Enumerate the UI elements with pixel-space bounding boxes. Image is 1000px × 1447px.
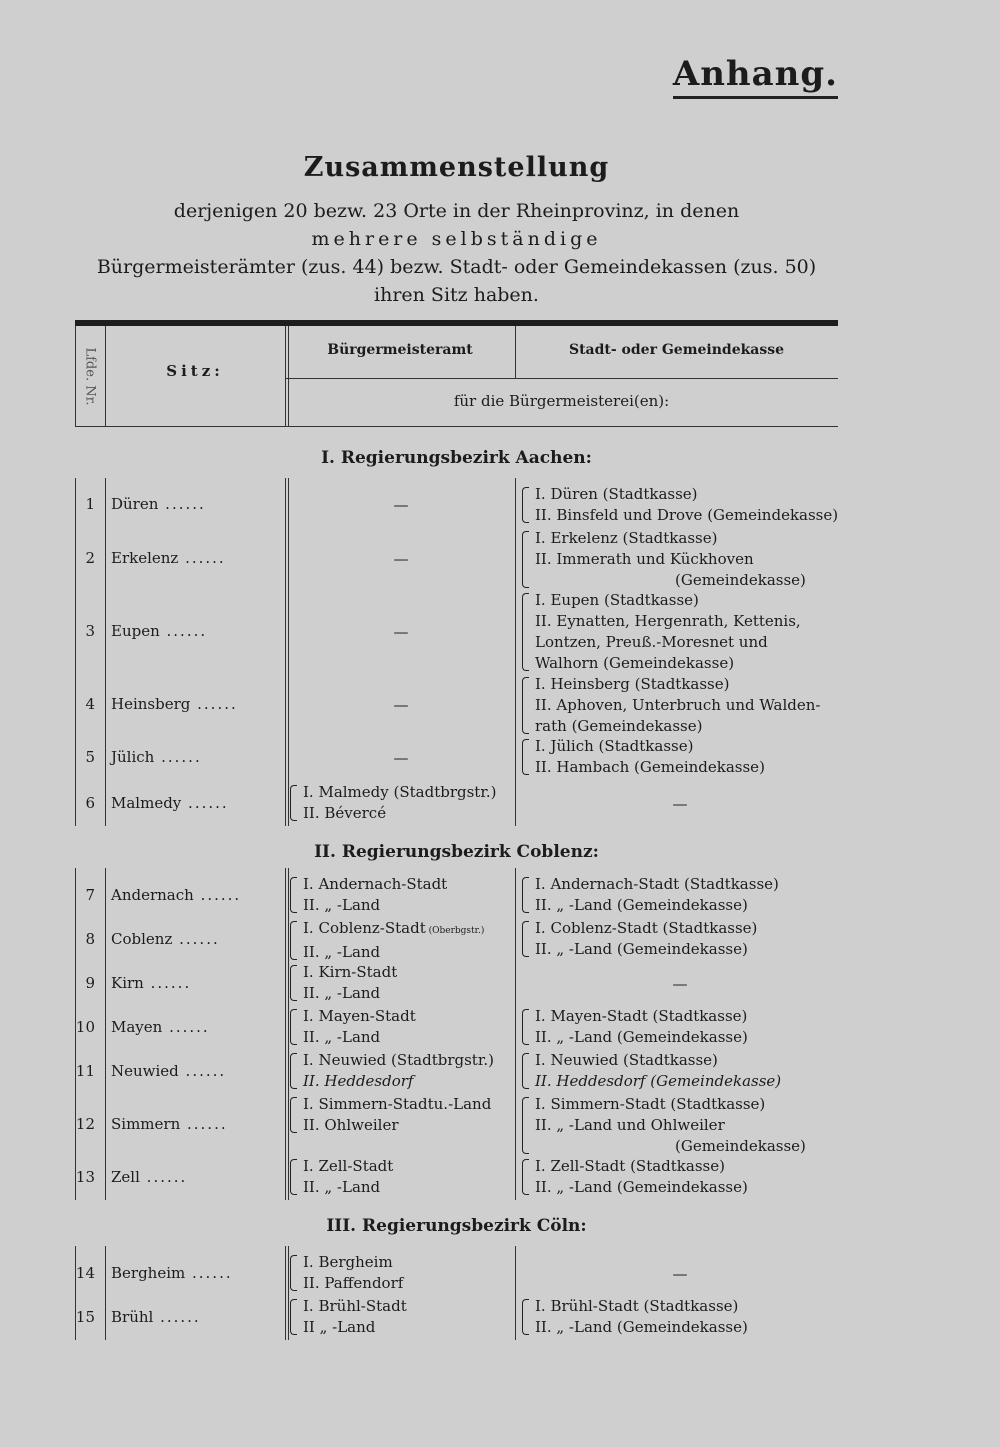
subtitle-line-4: ihren Sitz haben. bbox=[374, 284, 539, 306]
empty-dash: — bbox=[672, 1264, 688, 1283]
brace-mark bbox=[522, 677, 529, 734]
table-row bbox=[75, 918, 838, 962]
leader-dots: ...... bbox=[158, 494, 206, 513]
row-number: 9 bbox=[85, 973, 95, 992]
place-label: Düren bbox=[111, 494, 159, 513]
table-row bbox=[75, 962, 838, 1006]
entry-line: II. „ -Land bbox=[303, 896, 381, 914]
entry-line: I. Simmern-Stadtu.-Land bbox=[303, 1095, 492, 1113]
place-label: Mayen bbox=[111, 1017, 163, 1036]
entry-line: II. „ -Land (Gemeindekasse) bbox=[535, 1178, 748, 1196]
row-number: 8 bbox=[85, 929, 95, 948]
empty-dash: — bbox=[393, 748, 409, 767]
entry-line: I. Zell-Stadt (Stadtkasse) bbox=[535, 1157, 725, 1175]
column-header-stadt-gemeindekasse: Stadt- oder Gemeindekasse bbox=[568, 342, 785, 358]
empty-dash: — bbox=[393, 695, 409, 714]
brace-mark bbox=[522, 593, 529, 671]
table-row bbox=[75, 484, 838, 526]
leader-dots: ...... bbox=[181, 793, 229, 812]
brace-mark bbox=[522, 1159, 529, 1195]
bracketed-entry bbox=[287, 962, 515, 1004]
place-label: Brühl bbox=[111, 1307, 154, 1326]
entry-line: II. „ -Land bbox=[303, 943, 381, 961]
place-label: Simmern bbox=[111, 1114, 181, 1133]
bracketed-entry bbox=[287, 918, 515, 963]
entry-line: II. „ -Land bbox=[303, 1178, 381, 1196]
table-row bbox=[75, 1156, 838, 1200]
bracketed-entry bbox=[287, 1296, 515, 1338]
bracketed-entry bbox=[519, 484, 841, 526]
place-label: Erkelenz bbox=[111, 548, 179, 567]
table-row bbox=[75, 874, 838, 918]
divider bbox=[288, 326, 289, 426]
place-name bbox=[111, 1115, 311, 1133]
entry-line: II. Heddesdorf (Gemeindekasse) bbox=[535, 1072, 782, 1090]
place-name bbox=[111, 1264, 311, 1282]
entry-line: Lontzen, Preuß.-Moresnet und bbox=[535, 633, 768, 651]
table-header bbox=[75, 326, 838, 427]
row-number: 1 bbox=[85, 494, 95, 513]
bracketed-entry bbox=[287, 1156, 515, 1198]
kasse-cell bbox=[519, 674, 841, 737]
appendix-label: Anhang. bbox=[673, 54, 838, 99]
entry-line: I. Brühl-Stadt bbox=[303, 1297, 407, 1315]
place-name bbox=[111, 549, 311, 567]
entry-line: II. Binsfeld und Drove (Gemeindekasse) bbox=[535, 506, 839, 524]
buergermeisteramt-cell bbox=[287, 1006, 515, 1048]
place-name bbox=[111, 1018, 311, 1036]
bracketed-entry bbox=[519, 874, 841, 916]
leader-dots: ...... bbox=[139, 1167, 188, 1186]
kasse-cell bbox=[519, 1296, 841, 1338]
place-name bbox=[111, 930, 311, 948]
brace-mark bbox=[290, 921, 297, 960]
entry-line: II. Heddesdorf bbox=[303, 1072, 414, 1090]
brace-mark bbox=[290, 785, 297, 821]
buergermeisteramt-cell bbox=[287, 1094, 515, 1136]
entry-line: I. Zell-Stadt bbox=[303, 1157, 394, 1175]
row-number: 7 bbox=[85, 885, 95, 904]
place-name bbox=[111, 886, 311, 904]
buergermeisteramt-cell bbox=[287, 962, 515, 1004]
entry-line: rath (Gemeindekasse) bbox=[535, 717, 703, 735]
brace-mark bbox=[290, 877, 297, 913]
row-number: 11 bbox=[75, 1061, 95, 1080]
row-number: 12 bbox=[75, 1114, 95, 1133]
place-label: Heinsberg bbox=[111, 694, 191, 713]
kasse-cell bbox=[519, 484, 841, 526]
leader-dots: ...... bbox=[172, 929, 220, 948]
brace-mark bbox=[522, 1053, 529, 1089]
table-row bbox=[75, 1094, 838, 1156]
section-title: I. Regierungsbezirk Aachen: bbox=[321, 448, 592, 468]
table-row bbox=[75, 1050, 838, 1094]
bracketed-entry bbox=[519, 528, 841, 591]
entry-line: II. „ -Land (Gemeindekasse) bbox=[535, 896, 748, 914]
buergermeisteramt-cell bbox=[287, 1050, 515, 1092]
bracketed-entry bbox=[519, 1296, 841, 1338]
entry-note: (Oberbgstr.) bbox=[425, 926, 485, 936]
place-name bbox=[111, 794, 311, 812]
entry-line: I. Andernach-Stadt bbox=[303, 875, 448, 893]
kasse-cell bbox=[519, 1094, 841, 1157]
leader-dots: ...... bbox=[178, 1061, 227, 1080]
entry-line: I. Neuwied (Stadtbrgstr.) bbox=[303, 1051, 494, 1069]
entry-line: II. „ -Land bbox=[303, 1028, 381, 1046]
divider bbox=[285, 326, 286, 426]
entry-line: II. Aphoven, Unterbruch und Walden- bbox=[535, 696, 821, 714]
entry-line: I. Simmern-Stadt (Stadtkasse) bbox=[535, 1095, 766, 1113]
row-number: 10 bbox=[75, 1017, 95, 1036]
brace-mark bbox=[290, 1255, 297, 1291]
entry-line: II. „ -Land bbox=[303, 984, 381, 1002]
column-header-buergermeisteramt: Bürgermeisteramt bbox=[327, 342, 473, 358]
table-row bbox=[75, 590, 838, 674]
bracketed-entry bbox=[519, 918, 841, 960]
buergermeisteramt-cell bbox=[287, 1296, 515, 1338]
buergermeisteramt-cell bbox=[287, 874, 515, 916]
entry-line: II. „ -Land (Gemeindekasse) bbox=[535, 940, 748, 958]
buergermeisteramt-cell bbox=[287, 782, 515, 824]
entry-line: II. „ -Land (Gemeindekasse) bbox=[535, 1028, 748, 1046]
bracketed-entry bbox=[287, 1094, 515, 1136]
row-number: 4 bbox=[85, 694, 95, 713]
column-header-number: Lfde. Nr. bbox=[82, 346, 98, 406]
place-name bbox=[111, 1308, 311, 1326]
bracketed-entry bbox=[287, 1006, 515, 1048]
leader-dots: ...... bbox=[162, 1017, 210, 1036]
brace-mark bbox=[290, 1009, 297, 1045]
bracketed-entry bbox=[519, 1156, 841, 1198]
kasse-cell bbox=[519, 736, 841, 778]
brace-mark bbox=[522, 531, 529, 588]
row-number: 13 bbox=[75, 1167, 95, 1186]
subtitle-line-2: mehrere selbständige bbox=[311, 228, 602, 250]
kasse-cell bbox=[519, 918, 841, 960]
leader-dots: ...... bbox=[143, 973, 192, 992]
kasse-cell bbox=[519, 1156, 841, 1198]
place-label: Malmedy bbox=[111, 793, 182, 812]
bracketed-entry bbox=[519, 674, 841, 737]
place-name bbox=[111, 495, 311, 513]
brace-mark bbox=[522, 1009, 529, 1045]
leader-dots: ...... bbox=[159, 621, 208, 640]
entry-line: I. Coblenz-Stadt (Stadtkasse) bbox=[535, 919, 758, 937]
entry-line: II. Immerath und Kückhoven bbox=[535, 550, 754, 568]
brace-mark bbox=[522, 739, 529, 775]
kasse-cell bbox=[519, 1006, 841, 1048]
brace-mark bbox=[290, 1159, 297, 1195]
entry-line: I. Brühl-Stadt (Stadtkasse) bbox=[535, 1297, 739, 1315]
leader-dots: ...... bbox=[193, 885, 242, 904]
leader-dots: ...... bbox=[190, 694, 238, 713]
bracketed-entry bbox=[519, 590, 841, 674]
entry-line: Walhorn (Gemeindekasse) bbox=[535, 654, 735, 672]
brace-mark bbox=[522, 877, 529, 913]
table-row bbox=[75, 1252, 838, 1296]
empty-dash: — bbox=[393, 495, 409, 514]
subtitle-line-3: Bürgermeisterämter (zus. 44) bezw. Stadt- oder Gemeindekassen (zus. 50) bbox=[96, 256, 817, 278]
entry-line: II. Eynatten, Hergenrath, Kettenis, bbox=[535, 612, 801, 630]
row-number: 2 bbox=[85, 548, 95, 567]
buergermeisteramt-cell bbox=[287, 1156, 515, 1198]
entry-line: I. Andernach-Stadt (Stadtkasse) bbox=[535, 875, 779, 893]
leader-dots: ...... bbox=[178, 548, 226, 567]
brace-mark bbox=[290, 1097, 297, 1133]
entry-line: I. Coblenz-Stadt (Oberbgstr.) bbox=[303, 919, 485, 937]
brace-mark bbox=[290, 1053, 297, 1089]
section-title: III. Regierungsbezirk Cöln: bbox=[326, 1216, 587, 1236]
place-label: Zell bbox=[111, 1167, 140, 1186]
row-number: 3 bbox=[85, 621, 95, 640]
brace-mark bbox=[522, 1097, 529, 1154]
place-name bbox=[111, 974, 311, 992]
place-label: Coblenz bbox=[111, 929, 173, 948]
section-title: II. Regierungsbezirk Coblenz: bbox=[314, 842, 599, 862]
place-name bbox=[111, 695, 311, 713]
kasse-cell bbox=[519, 590, 841, 674]
column-header-fuer: für die Bürgermeisterei(en): bbox=[453, 392, 670, 410]
kasse-cell bbox=[519, 874, 841, 916]
brace-mark bbox=[290, 965, 297, 1001]
entry-line: II. Bévercé bbox=[303, 804, 387, 822]
entry-line: I. Mayen-Stadt (Stadtkasse) bbox=[535, 1007, 748, 1025]
bracketed-entry bbox=[519, 1006, 841, 1048]
entry-line: (Gemeindekasse) bbox=[675, 1137, 806, 1155]
place-name bbox=[111, 1168, 311, 1186]
place-label: Eupen bbox=[111, 621, 160, 640]
brace-mark bbox=[522, 1299, 529, 1335]
entry-line: II. Hambach (Gemeindekasse) bbox=[535, 758, 765, 776]
entry-line: II. Paffendorf bbox=[303, 1274, 404, 1292]
place-name bbox=[111, 622, 311, 640]
buergermeisteramt-cell bbox=[287, 1252, 515, 1294]
row-number: 5 bbox=[85, 747, 95, 766]
entry-line: I. Kirn-Stadt bbox=[303, 963, 398, 981]
row-number: 14 bbox=[75, 1263, 95, 1282]
entry-line: II „ -Land bbox=[303, 1318, 376, 1336]
entry-line: I. Malmedy (Stadtbrgstr.) bbox=[303, 783, 497, 801]
bracketed-entry bbox=[287, 782, 515, 824]
table-row bbox=[75, 736, 838, 780]
bracketed-entry bbox=[519, 1094, 841, 1157]
entry-line: I. Heinsberg (Stadtkasse) bbox=[535, 675, 730, 693]
brace-mark bbox=[522, 487, 529, 523]
bracketed-entry bbox=[519, 1050, 841, 1092]
bracketed-entry bbox=[287, 1252, 515, 1294]
buergermeisteramt-cell bbox=[287, 918, 515, 963]
empty-dash: — bbox=[672, 794, 688, 813]
row-number: 6 bbox=[85, 793, 95, 812]
column-header-sitz: Sitz: bbox=[166, 362, 224, 380]
entry-line: (Gemeindekasse) bbox=[675, 571, 806, 589]
place-label: Jülich bbox=[111, 747, 155, 766]
divider bbox=[285, 378, 838, 379]
entry-line: I. Erkelenz (Stadtkasse) bbox=[535, 529, 718, 547]
entry-line: I. Eupen (Stadtkasse) bbox=[535, 591, 699, 609]
table-row bbox=[75, 782, 838, 826]
subtitle-line-1: derjenigen 20 bezw. 23 Orte in der Rheinprovinz, in denen bbox=[173, 200, 740, 222]
place-label: Bergheim bbox=[111, 1263, 186, 1282]
brace-mark bbox=[522, 921, 529, 957]
place-label: Neuwied bbox=[111, 1061, 179, 1080]
table-row bbox=[75, 1006, 838, 1050]
entry-line: I. Bergheim bbox=[303, 1253, 393, 1271]
document-title: Zusammenstellung bbox=[303, 152, 610, 183]
bracketed-entry bbox=[519, 736, 841, 778]
leader-dots: ...... bbox=[180, 1114, 228, 1133]
entry-line: I. Neuwied (Stadtkasse) bbox=[535, 1051, 718, 1069]
bracketed-entry bbox=[287, 1050, 515, 1092]
leader-dots: ...... bbox=[185, 1263, 233, 1282]
entry-line: II. Ohlweiler bbox=[303, 1116, 399, 1134]
table-row bbox=[75, 1296, 838, 1340]
table-row bbox=[75, 528, 838, 590]
empty-dash: — bbox=[393, 549, 409, 568]
row-number: 15 bbox=[75, 1307, 95, 1326]
entry-line: I. Düren (Stadtkasse) bbox=[535, 485, 698, 503]
brace-mark bbox=[290, 1299, 297, 1335]
entry-line: I. Mayen-Stadt bbox=[303, 1007, 416, 1025]
place-name bbox=[111, 1062, 311, 1080]
entry-line: I. Jülich (Stadtkasse) bbox=[535, 737, 694, 755]
place-label: Kirn bbox=[111, 973, 144, 992]
empty-dash: — bbox=[672, 974, 688, 993]
table-row bbox=[75, 674, 838, 736]
place-name bbox=[111, 748, 311, 766]
leader-dots: ...... bbox=[153, 1307, 201, 1326]
kasse-cell bbox=[519, 528, 841, 591]
kasse-cell bbox=[519, 1050, 841, 1092]
entry-line: II. „ -Land und Ohlweiler bbox=[535, 1116, 725, 1134]
place-label: Andernach bbox=[111, 885, 194, 904]
bracketed-entry bbox=[287, 874, 515, 916]
leader-dots: ...... bbox=[154, 747, 202, 766]
entry-line: II. „ -Land (Gemeindekasse) bbox=[535, 1318, 748, 1336]
empty-dash: — bbox=[393, 622, 409, 641]
